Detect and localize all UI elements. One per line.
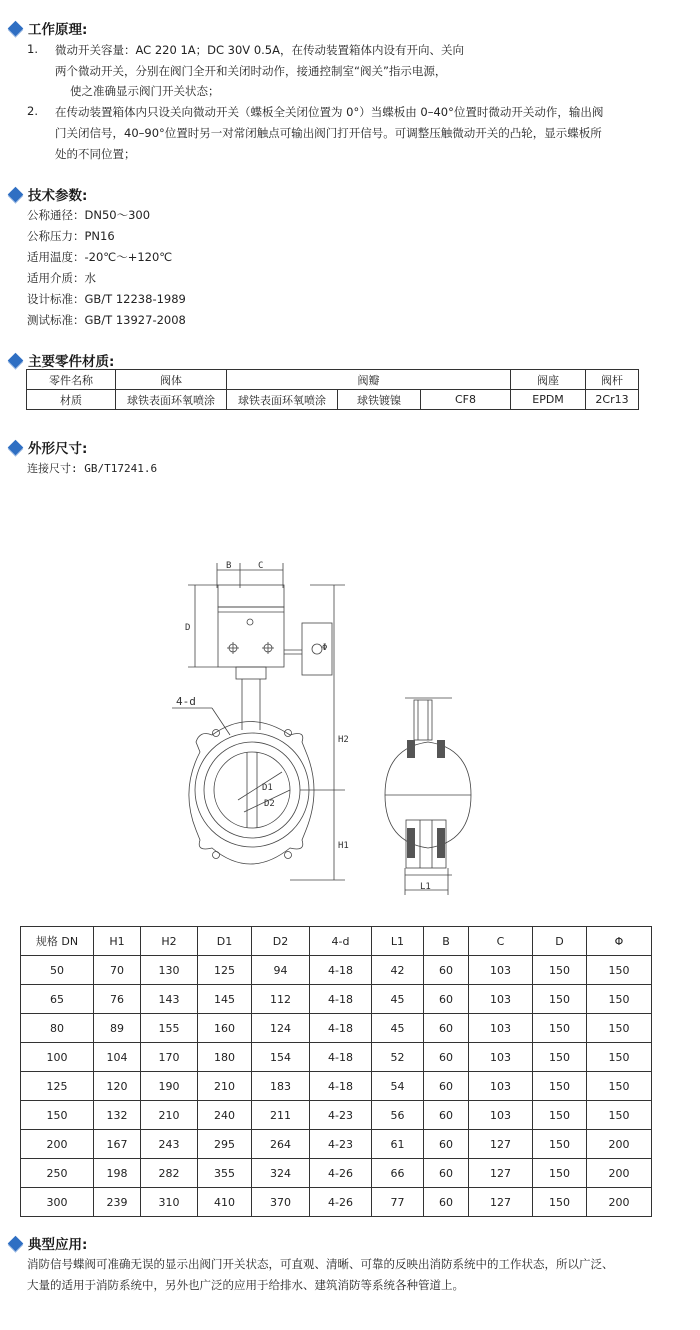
table-cell: 50 (21, 956, 94, 985)
diamond-bullet-icon (8, 1235, 24, 1251)
table-cell: 103 (469, 1043, 533, 1072)
table-cell: 60 (424, 1014, 469, 1043)
table-cell: 154 (252, 1043, 310, 1072)
table-cell: 132 (94, 1101, 141, 1130)
table-row (21, 985, 652, 1014)
table-cell: 150 (533, 1188, 587, 1217)
table-cell: 89 (94, 1014, 141, 1043)
table-header-cell: D2 (252, 927, 310, 956)
table-cell: 120 (94, 1072, 141, 1101)
table-cell: 210 (141, 1101, 198, 1130)
table-cell: 180 (198, 1043, 252, 1072)
table-cell: 45 (372, 985, 424, 1014)
table-cell: 295 (198, 1130, 252, 1159)
table-cell: 240 (198, 1101, 252, 1130)
table-cell: 150 (533, 1101, 587, 1130)
drawing-label-bolt: 4-d (176, 695, 196, 708)
table-header-cell: 阀体 (116, 370, 227, 390)
table-cell: 56 (372, 1101, 424, 1130)
section-title-dimensions: 外形尺寸: (8, 437, 87, 457)
principle-item-2-line-3: 处的不同位置； (55, 147, 136, 161)
table-cell: 324 (252, 1159, 310, 1188)
table-header-cell: 零件名称 (27, 370, 116, 390)
valve-body-outline (189, 722, 314, 865)
table-header-cell: H1 (94, 927, 141, 956)
table-cell: 310 (141, 1188, 198, 1217)
table-cell: 150 (587, 1043, 652, 1072)
table-cell: 76 (94, 985, 141, 1014)
table-cell: 143 (141, 985, 198, 1014)
diamond-bullet-icon (8, 439, 24, 455)
section-title-specs: 技术参数: (8, 184, 87, 204)
table-header-row (21, 927, 652, 956)
table-cell: 200 (21, 1130, 94, 1159)
table-row (21, 1014, 652, 1043)
table-cell: 127 (469, 1188, 533, 1217)
table-header-cell: 4-d (310, 927, 372, 956)
table-cell: 112 (252, 985, 310, 1014)
table-cell: 60 (424, 1130, 469, 1159)
drawing-label-h1: H1 (338, 841, 349, 851)
spec-line: 设计标准：GB/T 12238-1989 (27, 292, 186, 306)
table-row (21, 1043, 652, 1072)
principle-item-2-line-2: 门关闭信号，40–90°位置时另一对常闭触点可输出阀门打开信号。可调整压触微动开关的凸轮，显示蝶板所 (55, 126, 602, 140)
table-cell: 370 (252, 1188, 310, 1217)
table-cell: 60 (424, 985, 469, 1014)
drawing-label-phi: Φ (322, 643, 328, 653)
table-cell: 200 (587, 1188, 652, 1217)
table-cell: 球铁表面环氧喷涂 (116, 390, 227, 410)
table-cell: 183 (252, 1072, 310, 1101)
table-cell: 4-26 (310, 1188, 372, 1217)
table-cell: 45 (372, 1014, 424, 1043)
table-cell: 130 (141, 956, 198, 985)
table-cell: 4-18 (310, 1072, 372, 1101)
drawing-label-l1: L1 (420, 882, 431, 892)
table-cell: 410 (198, 1188, 252, 1217)
table-cell: 150 (533, 1159, 587, 1188)
table-cell: 210 (198, 1072, 252, 1101)
table-row (21, 1130, 652, 1159)
table-row (21, 1072, 652, 1101)
table-cell: 60 (424, 1159, 469, 1188)
table-cell: 80 (21, 1014, 94, 1043)
table-cell: 150 (587, 985, 652, 1014)
drawing-label-d2: D2 (264, 799, 275, 809)
table-cell: 材质 (27, 390, 116, 410)
table-cell: 264 (252, 1130, 310, 1159)
spec-line: 适用温度：-20℃～+120℃ (27, 250, 173, 264)
application-line-2: 大量的适用于消防系统中，另外也广泛的应用于给排水、建筑消防等系统各种管道上。 (27, 1278, 464, 1292)
table-cell: 150 (21, 1101, 94, 1130)
table-cell: 145 (198, 985, 252, 1014)
principle-item-number: 2. (27, 104, 38, 118)
principle-item-2-line-1: 在传动装置箱体内只设关向微动开关（蝶板全关闭位置为 0°）当蝶板由 0–40°位置时微动开关动作，输出阀 (55, 105, 604, 119)
indicator-box (302, 623, 332, 675)
table-cell: 4-26 (310, 1159, 372, 1188)
table-cell: 42 (372, 956, 424, 985)
valve-disc (214, 752, 290, 828)
table-header-cell: L1 (372, 927, 424, 956)
table-cell: 60 (424, 1101, 469, 1130)
table-cell: 250 (21, 1159, 94, 1188)
table-row (21, 1101, 652, 1130)
table-row (27, 370, 639, 390)
principle-item-1-line-1: 微动开关容量：AC 220 1A；DC 30V 0.5A，在传动装置箱体内设有开向、关向 (55, 43, 464, 57)
side-view-bottom (406, 820, 446, 868)
table-cell: 243 (141, 1130, 198, 1159)
table-cell: 60 (424, 1188, 469, 1217)
table-cell: 103 (469, 1014, 533, 1043)
table-cell: 211 (252, 1101, 310, 1130)
table-cell: 150 (587, 1014, 652, 1043)
table-cell: 4-23 (310, 1130, 372, 1159)
diamond-bullet-icon (8, 20, 24, 36)
table-cell: 355 (198, 1159, 252, 1188)
spec-line: 适用介质：水 (27, 271, 96, 285)
table-header-cell: 阀杆 (586, 370, 639, 390)
table-cell: 282 (141, 1159, 198, 1188)
table-cell: 104 (94, 1043, 141, 1072)
table-cell: 124 (252, 1014, 310, 1043)
table-cell: 200 (587, 1159, 652, 1188)
table-cell: 4-18 (310, 956, 372, 985)
spec-line: 公称压力：PN16 (27, 229, 115, 243)
table-cell: 70 (94, 956, 141, 985)
table-cell: 150 (533, 956, 587, 985)
table-row (27, 390, 639, 410)
table-cell: 150 (587, 956, 652, 985)
table-cell: 155 (141, 1014, 198, 1043)
table-cell: 150 (587, 1101, 652, 1130)
actuator-cap (218, 585, 284, 607)
table-cell: 170 (141, 1043, 198, 1072)
drawing-label-h2: H2 (338, 735, 349, 745)
table-cell: 100 (21, 1043, 94, 1072)
table-cell: 125 (198, 956, 252, 985)
table-cell: 103 (469, 1101, 533, 1130)
drawing-label-c: C (258, 561, 264, 571)
table-cell: 300 (21, 1188, 94, 1217)
table-cell: 60 (424, 1072, 469, 1101)
table-cell: 150 (533, 985, 587, 1014)
table-cell: EPDM (511, 390, 586, 410)
table-cell: 150 (533, 1043, 587, 1072)
table-row (21, 1188, 652, 1217)
table-cell: 球铁镀镍 (338, 390, 421, 410)
section-title-materials: 主要零件材质: (8, 350, 114, 370)
table-header-cell: 规格 DN (21, 927, 94, 956)
dimensions-table (20, 926, 652, 1217)
side-view-body (385, 742, 471, 848)
table-cell: 167 (94, 1130, 141, 1159)
table-header-cell: H2 (141, 927, 198, 956)
table-cell: 4-18 (310, 985, 372, 1014)
table-cell: 103 (469, 985, 533, 1014)
table-cell: 198 (94, 1159, 141, 1188)
table-cell: 66 (372, 1159, 424, 1188)
table-cell: 4-23 (310, 1101, 372, 1130)
application-line-1: 消防信号蝶阀可准确无误的显示出阀门开关状态，可直观、清晰、可靠的反映出消防系统中的工作状态，所以广泛、 (27, 1257, 614, 1271)
table-header-cell: 阀瓣 (227, 370, 511, 390)
table-cell: 150 (587, 1072, 652, 1101)
principle-item-1-line-3: 使之准确显示阀门开关状态； (70, 84, 220, 98)
materials-table (26, 369, 639, 410)
drawing-label-b: B (226, 561, 232, 571)
table-cell: 150 (533, 1130, 587, 1159)
drawing-label-d: D (185, 623, 191, 633)
table-header-cell: D1 (198, 927, 252, 956)
table-cell: 52 (372, 1043, 424, 1072)
section-title-principle: 工作原理: (8, 18, 87, 38)
table-cell: 103 (469, 956, 533, 985)
side-view-stem (414, 700, 432, 740)
table-header-cell: B (424, 927, 469, 956)
table-header-cell: 阀座 (511, 370, 586, 390)
table-cell: 127 (469, 1159, 533, 1188)
table-cell: 54 (372, 1072, 424, 1101)
table-cell: 200 (587, 1130, 652, 1159)
table-cell: 127 (469, 1130, 533, 1159)
diamond-bullet-icon (8, 352, 24, 368)
table-cell: 4-18 (310, 1014, 372, 1043)
table-cell: 94 (252, 956, 310, 985)
drawing-label-d1: D1 (262, 783, 273, 793)
table-row (21, 1159, 652, 1188)
diamond-bullet-icon (8, 186, 24, 202)
section-title-application: 典型应用: (8, 1233, 87, 1253)
table-cell: 球铁表面环氧喷涂 (227, 390, 338, 410)
table-cell: 103 (469, 1072, 533, 1101)
spec-line: 测试标准：GB/T 13927-2008 (27, 313, 186, 327)
table-cell: 77 (372, 1188, 424, 1217)
table-header-cell: C (469, 927, 533, 956)
table-cell: 160 (198, 1014, 252, 1043)
actuator-box (218, 607, 284, 667)
table-cell: 239 (94, 1188, 141, 1217)
table-header-cell: Φ (587, 927, 652, 956)
table-cell: CF8 (421, 390, 511, 410)
table-cell: 4-18 (310, 1043, 372, 1072)
table-cell: 61 (372, 1130, 424, 1159)
table-cell: 2Cr13 (586, 390, 639, 410)
table-row (21, 956, 652, 985)
table-cell: 60 (424, 1043, 469, 1072)
valve-body-ring (195, 733, 309, 847)
table-cell: 150 (533, 1014, 587, 1043)
table-cell: 150 (533, 1072, 587, 1101)
principle-item-number: 1. (27, 42, 38, 56)
table-cell: 60 (424, 956, 469, 985)
table-cell: 65 (21, 985, 94, 1014)
table-header-cell: D (533, 927, 587, 956)
spec-line: 公称通径：DN50～300 (27, 208, 151, 222)
table-cell: 125 (21, 1072, 94, 1101)
principle-item-1-line-2: 两个微动开关，分别在阀门全开和关闭时动作，接通控制室“阀关”指示电源， (55, 64, 447, 78)
connection-standard: 连接尺寸: GB/T17241.6 (27, 462, 158, 475)
table-cell: 190 (141, 1072, 198, 1101)
